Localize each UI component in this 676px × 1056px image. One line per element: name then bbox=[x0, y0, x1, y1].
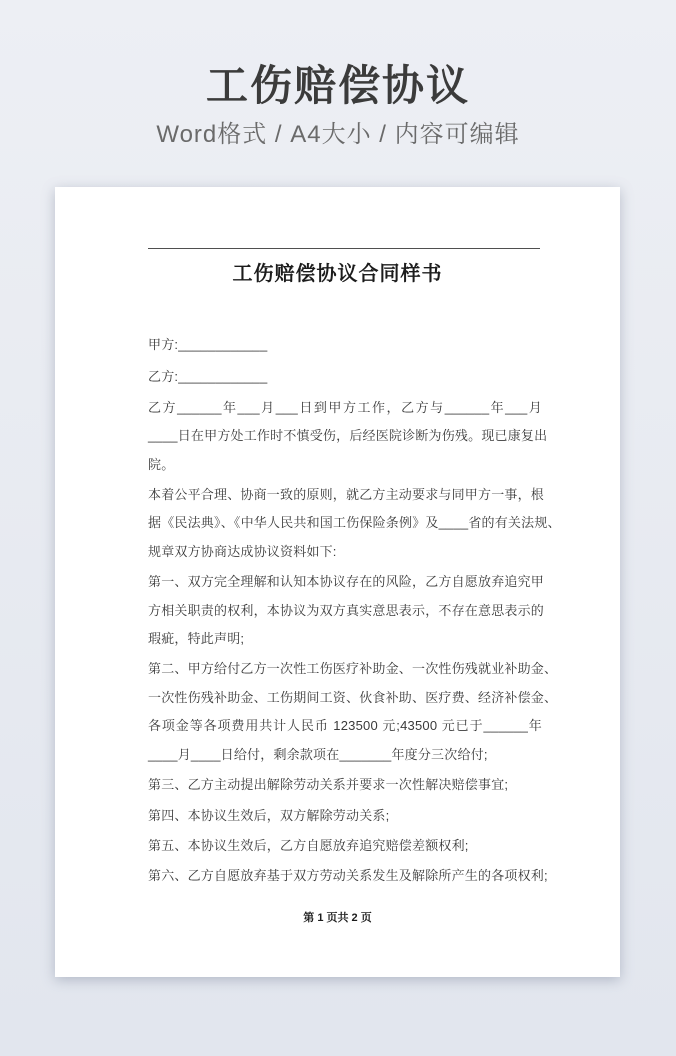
paragraph bbox=[148, 862, 548, 890]
paragraph bbox=[148, 394, 548, 479]
page-subtitle: Word格式 / A4大小 / 内容可编辑 bbox=[156, 121, 520, 148]
document-body bbox=[148, 331, 561, 893]
paragraph bbox=[148, 331, 542, 359]
document-line: 第四、本协议生效后，双方解除劳动关系; bbox=[148, 807, 390, 823]
document-preview-page bbox=[55, 187, 620, 977]
document-line: 乙方______年___月___日到甲方工作，乙方与______年___月 bbox=[148, 399, 542, 415]
document-line: 方相关职责的权利，本协议为双方真实意思表示，不存在意思表示的 bbox=[148, 602, 545, 618]
document-line: 第三、乙方主动提出解除劳动关系并要求一次性解决赔偿事宜; bbox=[148, 777, 509, 793]
document-line: 第一、双方完全理解和认知本协议存在的风险，乙方自愿放弃追究甲 bbox=[148, 574, 545, 590]
page-title: 工伤赔偿协议 bbox=[205, 62, 470, 109]
document-line: 本着公平合理、协商一致的原则，就乙方主动要求与同甲方一事，根 bbox=[148, 487, 545, 503]
document-line: 第五、本协议生效后，乙方自愿放弃追究赔偿差额权利; bbox=[148, 837, 469, 853]
document-title: 工伤赔偿协议合同样书 bbox=[232, 263, 443, 285]
paragraph bbox=[148, 832, 542, 860]
title-divider bbox=[148, 248, 540, 249]
paragraph bbox=[148, 655, 558, 769]
document-line: 第六、乙方自愿放弃基于双方劳动关系发生及解除所产生的各项权利; bbox=[148, 868, 548, 884]
document-line: ____月____日给付，剩余款项在_______年度分三次给付; bbox=[148, 746, 488, 762]
document-line: 一次性伤残补助金、工伤期间工资、伙食补助、医疗费、经济补偿金、 bbox=[148, 689, 558, 705]
paragraph bbox=[148, 481, 561, 566]
paragraph bbox=[148, 363, 542, 391]
paragraph bbox=[148, 771, 542, 799]
paragraph bbox=[148, 802, 542, 830]
document-line: ____日在甲方处工作时不慎受伤，后经医院诊断为伤残。现已康复出 bbox=[148, 428, 548, 444]
header bbox=[0, 0, 676, 150]
document-line: 第二、甲方给付乙方一次性工伤医疗补助金、一次性伤残就业补助金、 bbox=[148, 661, 558, 677]
document-line: 各项金等各项费用共计人民币 123500 元;43500 元已于______年 bbox=[148, 718, 542, 734]
paragraph bbox=[148, 568, 545, 653]
document-line: 瑕疵，特此声明; bbox=[148, 631, 245, 647]
document-line: 规章双方协商达成协议资料如下: bbox=[148, 543, 337, 559]
page-number: 第 1 页共 2 页 bbox=[303, 912, 372, 924]
document-line: 乙方:____________ bbox=[148, 369, 268, 385]
document-line: 据《民法典》、《中华人民共和国工伤保险条例》及____省的有关法规、 bbox=[148, 515, 561, 531]
document-line: 院。 bbox=[148, 456, 175, 472]
document-line: 甲方:____________ bbox=[148, 337, 268, 352]
